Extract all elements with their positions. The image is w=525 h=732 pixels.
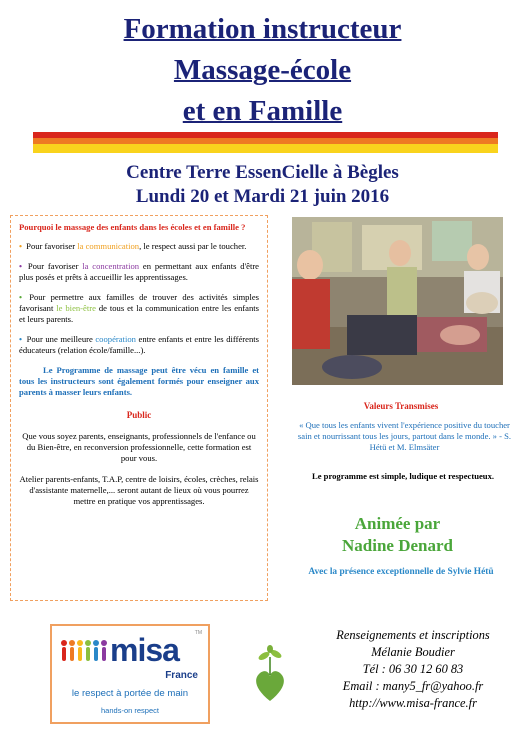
misa-figures-icon (60, 638, 110, 664)
contact-phone: Tél : 06 30 12 60 83 (362, 662, 464, 676)
point-text: en permettant aux enfants d'être plus posés et prêts à accueillir les apprentissages. (19, 261, 260, 282)
logo-trademark: TM (194, 630, 202, 636)
plant-heart-icon (250, 645, 290, 703)
point-text: Pour une meilleure (26, 334, 96, 344)
bullet-icon: • (19, 292, 23, 302)
highlight-communication: la communication (77, 241, 140, 251)
bullet-icon: • (19, 261, 23, 271)
bullet-icon: • (19, 334, 23, 344)
highlight-bien-etre: le bien-être (56, 303, 96, 313)
highlight-concentration: la concentration (82, 261, 140, 271)
contact-heading: Renseignements et inscriptions (336, 628, 490, 642)
point-concentration (19, 261, 259, 283)
contact-email: Email : many5_fr@yahoo.fr (342, 679, 484, 693)
bullet-icon: • (19, 241, 23, 251)
venue-line: Centre Terre EssenCielle à Bègles (126, 162, 399, 183)
animee-name: Nadine Denard (342, 536, 453, 555)
point-communication (19, 241, 259, 252)
quote-text: « Que tous les enfants vivent l'expérience positive du toucher sain et nourrissant tous les jours, partout dans le monde. » - S. Hétü et M. Elmsäter (297, 420, 512, 452)
public-heading: Public (126, 410, 152, 420)
animee-par: Animée par (354, 514, 441, 533)
point-text: Pour favoriser (27, 261, 83, 271)
misa-logo (50, 624, 210, 724)
info-box (10, 215, 268, 601)
highlight-cooperation: coopération (95, 334, 136, 344)
contact-website: http://www.misa-france.fr (349, 696, 477, 710)
valeurs-heading: Valeurs Transmises (363, 401, 439, 411)
title-line-1: Formation instructeur (123, 13, 402, 45)
logo-tagline: le respect à portée de main (71, 688, 189, 699)
point-text: Pour permettre aux familles de trouver des activités simples favorisant (19, 292, 259, 313)
title-line-2: Massage-école (173, 54, 352, 86)
children-massage-photo (292, 217, 503, 385)
programme-text: Le Programme de massage peut être vécu en famille et tous les instructeurs sont également formés pour enseigner aux parents à masser leurs enfants. (19, 365, 259, 397)
contact-block (310, 627, 516, 712)
point-text: de tous et la communication entre les enfants et leurs parents. (19, 303, 260, 324)
stripe-yellow (33, 144, 498, 153)
contact-name: Mélanie Boudier (371, 645, 455, 659)
point-cooperation (19, 334, 259, 356)
logo-country: France (165, 670, 198, 681)
question-heading: Pourquoi le massage des enfants dans les écoles et en famille ? (19, 222, 246, 232)
logo-tagline-english: hands-on respect (101, 706, 159, 715)
point-text: , le respect aussi par le toucher. (139, 241, 247, 251)
point-bien-etre (19, 292, 259, 325)
places-text: Atelier parents-enfants, T.A.P, centre de loisirs, écoles, crèches, relais d'assistante maternelle,... seront autant de lieux où vous pourrez mettre en pratique vos apprentissages. (19, 474, 259, 506)
public-text: Que vous soyez parents, enseignants, professionnels de l'enfance ou du Bien-être, en reconversion professionnelle, cette formation est pour vous. (22, 431, 256, 463)
presence-text: Avec la présence exceptionnelle de Sylvie Hétü (308, 567, 494, 577)
point-text: Pour favoriser (26, 241, 78, 251)
point-text: entre enfants et entre les différents éducateurs (relation école/famille...). (19, 334, 259, 355)
simple-text: Le programme est simple, ludique et respectueux. (311, 471, 495, 481)
title-line-3: et en Famille (182, 95, 343, 127)
logo-wordmark: misa (110, 632, 179, 668)
dates-line: Lundi 20 et Mardi 21 juin 2016 (135, 186, 390, 207)
